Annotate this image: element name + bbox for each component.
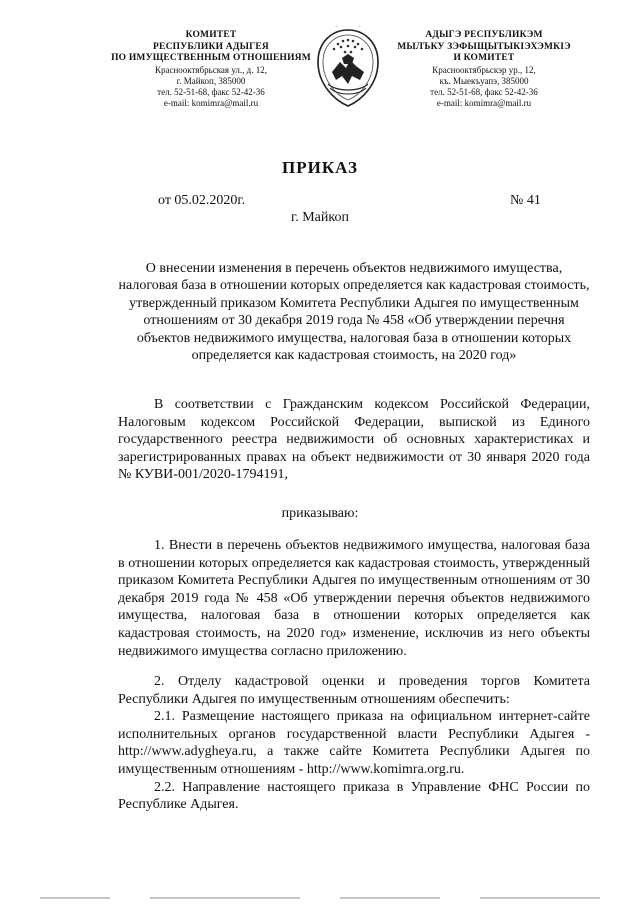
org-phone: тел. 52-51-68, факс 52-42-36 <box>157 86 265 97</box>
item-1-text: 1. Внести в перечень объектов недвижимого имущества, налоговая база в отношении которых определяется как кадастровая стоимость, утвержденный приказом Комитета Республики Адыгея по имущественным отношениям от 30 декабря 2019 года № 458 «Об утверждении перечня объектов недвижимого имущества, налоговая база в отношении которых определяется как кадастровая стоимость, на 2020 год» изменение, исключив из него объекты недвижимого имущества согласно приложению. <box>118 538 590 659</box>
document-number: № 41 <box>510 193 541 208</box>
org-name-ady-line1: АДЫГЭ РЕСПУБЛИКЭМ <box>425 30 543 40</box>
document-date: от 05.02.2020г. <box>158 193 246 208</box>
item-2-text: 2. Отделу кадастровой оценки и проведения торгов Комитета Республики Адыгея по имущественным отношениям обеспечить: <box>118 674 590 707</box>
preamble-paragraph <box>118 396 590 484</box>
document-title: ПРИКАЗ <box>282 158 358 177</box>
document-subject: О внесении изменения в перечень объектов недвижимого имущества, налоговая база в отношении которых определяется как кадастровая стоимость, утвержденный приказом Комитета Республики Адыгея по имущественным отношениям от 30 декабря 2019 года № 458 «Об утверждении перечня объектов недвижимого имущества, налоговая база в отношении которых определяется как кадастровая стоимость, на 2020 год» <box>118 261 590 364</box>
coat-of-arms-icon <box>312 28 384 108</box>
org-email-ady: e-mail: komimra@mail.ru <box>436 97 532 108</box>
org-name-ady-line2: МЫЛЪКУ ЗЭФЫЩЫТЫКIЭХЭМКIЭ <box>397 41 571 52</box>
org-name-line2: РЕСПУБЛИКИ АДЫГЕЯ <box>153 41 269 52</box>
orders-label: приказываю: <box>281 506 359 521</box>
org-address: Краснооктябрьская ул., д. 12, <box>155 64 267 75</box>
item-2-1-text: 2.1. Размещение настоящего приказа на официальном интернет-сайте исполнительных органов государственной власти Республики Адыгея - http://www.adygheya.ru, а также сайте Комитета Республики Адыгея по имущественным отношениям - http://www.komimra.org.ru. <box>118 709 590 777</box>
scan-edge-lines <box>0 880 640 900</box>
org-phone-ady: тел. 52-51-68, факс 52-42-36 <box>430 86 538 97</box>
document-city: г. Майкоп <box>291 210 349 225</box>
item-2-block <box>118 673 590 814</box>
org-city-ady: къ. Мыекъуапэ, 385000 <box>439 75 529 86</box>
org-address-ady: Краснооктябрьскэр ур., 12, <box>432 64 536 75</box>
org-city: г. Майкоп, 385000 <box>176 75 246 86</box>
org-name-line1: КОМИТЕТ <box>185 30 237 40</box>
item-2-2-text: 2.2. Направление настоящего приказа в Управление ФНС России по Республике Адыгея. <box>118 779 590 813</box>
item-1-paragraph <box>118 537 590 660</box>
preamble-text: В соответствии с Гражданским кодексом Российской Федерации, Налоговым кодексом Российской Федерации, выпиской из Единого государственного реестра недвижимости об основных характеристиках и зарегистрированных правах на объект недвижимости от 30 января 2020 года № КУВИ-001/2020-1794191, <box>118 397 590 483</box>
header-left-block <box>96 30 326 109</box>
org-email: e-mail: komimra@mail.ru <box>163 97 259 108</box>
org-name-ady-line3: И КОМИТЕТ <box>453 53 515 63</box>
org-name-line3: ПО ИМУЩЕСТВЕННЫМ ОТНОШЕНИЯМ <box>111 53 311 63</box>
header-right-block <box>386 30 582 109</box>
